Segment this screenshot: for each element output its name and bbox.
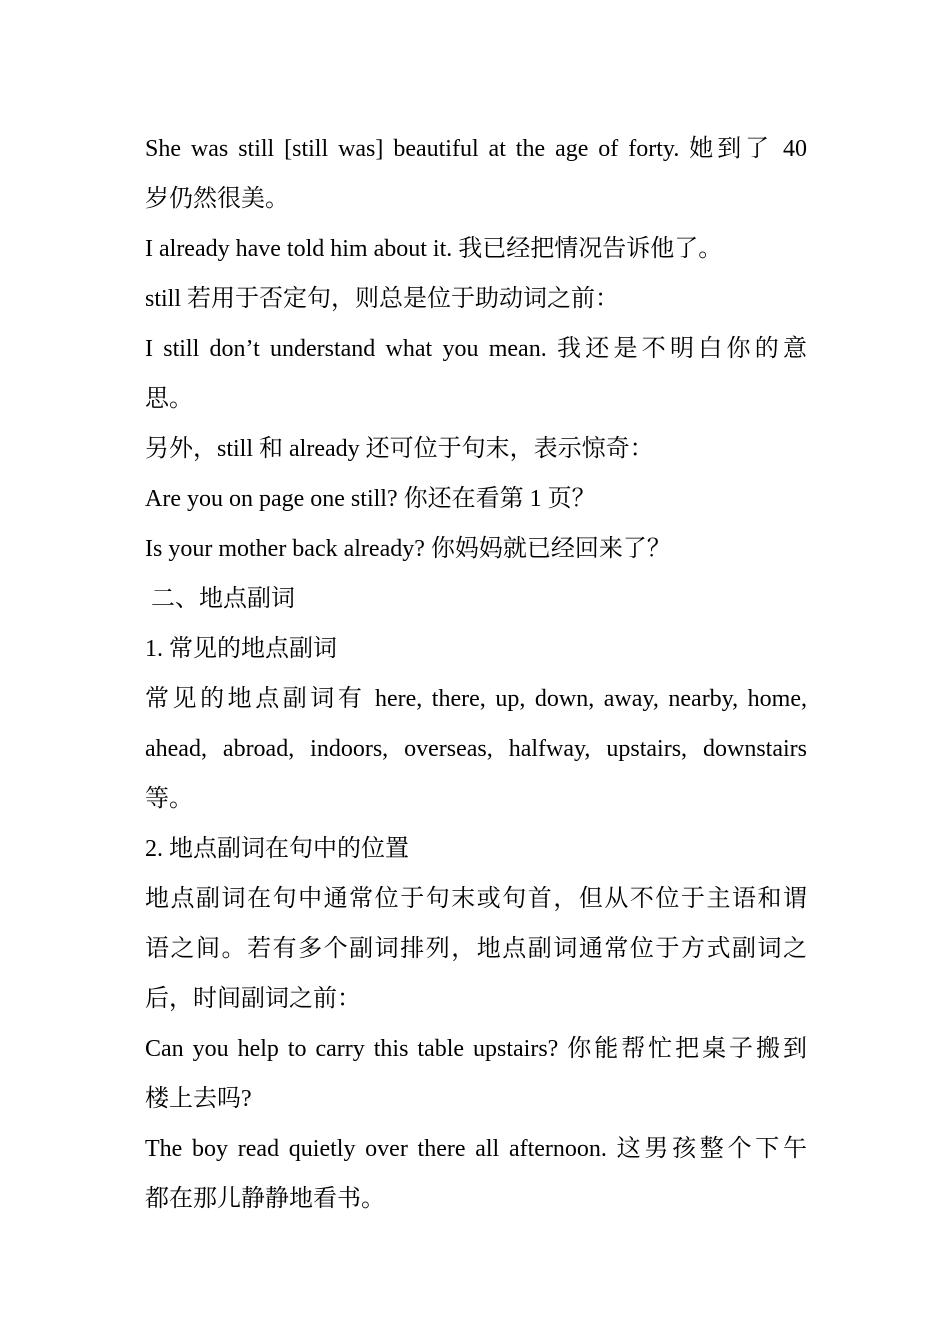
- subsection-heading: 1. 常见的地点副词: [145, 636, 337, 662]
- text-line: Is your mother back already? 你妈妈就已经回来了？: [145, 536, 671, 562]
- text-line: 楼上去吗?: [145, 1086, 252, 1112]
- text-line: 岁仍然很美。: [145, 186, 289, 212]
- text-line: Can you help to carry this table upstairs? 你能帮忙把桌子搬到: [145, 1036, 807, 1062]
- text-line: 等。: [145, 786, 193, 812]
- subsection-heading: 2. 地点副词在句中的位置: [145, 836, 409, 862]
- section-heading: 二、地点副词: [151, 586, 295, 612]
- text-line: I still don’t understand what you mean. 我还是不明白你的意: [145, 336, 807, 362]
- text-line: ahead, abroad, indoors, overseas, halfway, upstairs, downstairs: [145, 736, 807, 762]
- text-line: Are you on page one still? 你还在看第 1 页？: [145, 486, 596, 512]
- text-line: 后，时间副词之前：: [145, 986, 361, 1012]
- text-line: 思。: [145, 386, 193, 412]
- text-line: 常见的地点副词有 here, there, up, down, away, nearby, home,: [145, 686, 807, 712]
- document-body: [145, 124, 807, 1224]
- text-line: 都在那儿静静地看书。: [145, 1186, 385, 1212]
- text-line: 语之间。若有多个副词排列，地点副词通常位于方式副词之: [145, 936, 807, 962]
- text-line: I already have told him about it. 我已经把情况告诉他了。: [145, 236, 723, 262]
- text-line: 地点副词在句中通常位于句末或句首，但从不位于主语和谓: [145, 886, 807, 912]
- text-line: still 若用于否定句，则总是位于助动词之前：: [145, 286, 620, 312]
- text-line: The boy read quietly over there all afternoon. 这男孩整个下午: [145, 1136, 807, 1162]
- text-line: She was still [still was] beautiful at the age of forty. 她到了 40: [145, 136, 807, 162]
- text-line: 另外，still 和 already 还可位于句末，表示惊奇：: [145, 436, 654, 462]
